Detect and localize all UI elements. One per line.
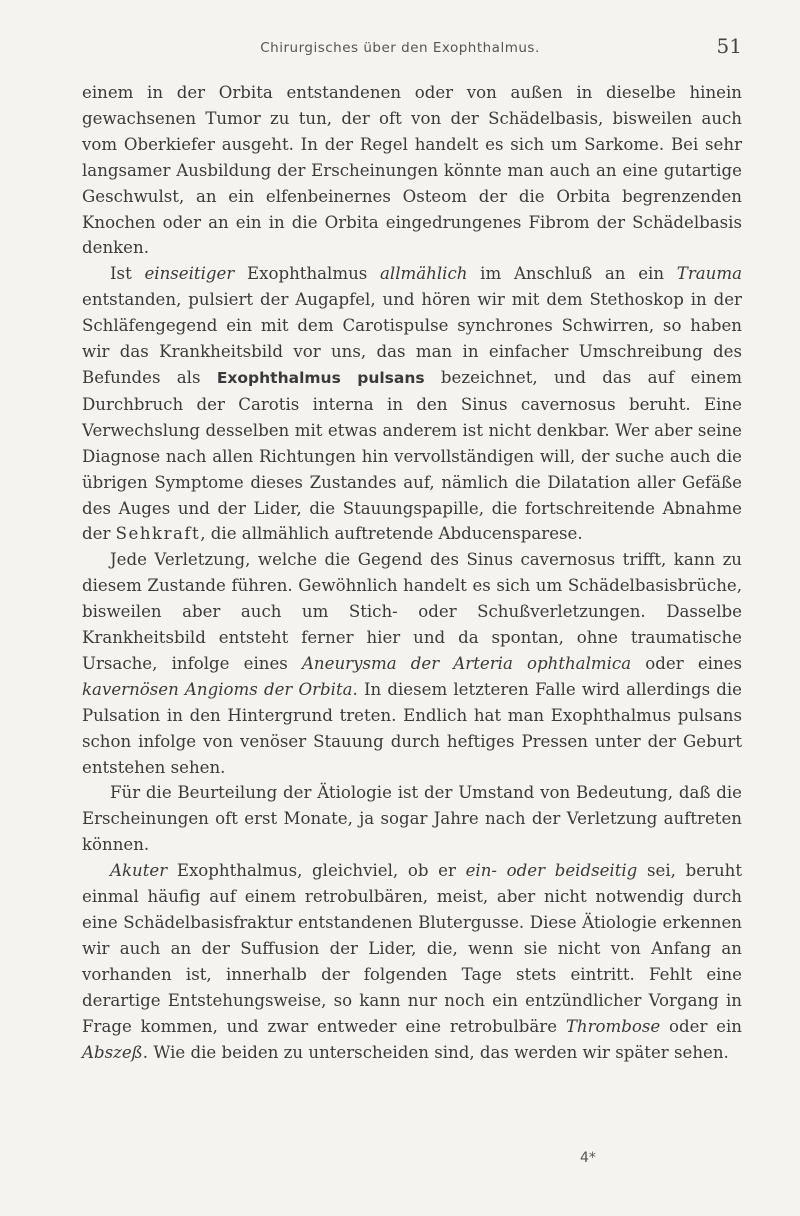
text-run: einem in der Orbita entstandenen oder von außen in dieselbe hinein gewachsenen Tumor zu tun, der oft von der Schädelbasis, bisweilen auch vom Oberkiefer ausgeht. In der Regel handelt es sich um Sarkome. Bei sehr langsamer Ausbildung der Erscheinungen könnte man auch an eine gutartige Geschwulst, an ein elfenbeinernes Osteom der die Orbita begrenzenden Knochen oder an ein in die Orbita eingedrungenes Fibrom der Schädelbasis denken. xyxy=(82,83,742,258)
emphasis-text: kavernösen Angioms der Orbita xyxy=(82,679,353,699)
spaced-emphasis: Sehkraft xyxy=(115,524,201,544)
text-run: Für die Beurteilung der Ätiologie ist der Umstand von Bedeutung, daß die Erscheinungen oft erst Monate, ja sogar Jahre nach der Verletzung auftreten können. xyxy=(82,783,742,855)
text-run: Exophthalmus xyxy=(234,264,381,284)
text-run: entstanden, pulsiert der Augapfel, und hören wir mit dem Stethoskop in der Schläfengegend ein mit dem Carotispulse synchrones Schwirren, so haben wir das Krankheitsbild vor uns, das man in einfacher Umschreibung des Befundes als xyxy=(82,290,742,387)
paragraph xyxy=(82,858,742,1065)
paragraph xyxy=(82,261,742,547)
text-run: , die allmählich auftretende Abducensparese. xyxy=(200,524,583,544)
paragraph xyxy=(82,547,742,780)
text-run: bezeichnet, und das auf einem Durchbruch der Carotis interna in den Sinus cavernosus beruht. Eine Verwechslung desselben mit etwas anderem ist nicht denkbar. Wer aber seine Diagnose nach allen Richtungen hin vervollständigen will, der suche auch die übrigen Symptome dieses Zustandes auf, nämlich die Dilatation aller Gefäße des Auges und der Lider, die Stauungspapille, die fortschreitende Abnahme der xyxy=(82,367,742,544)
emphasis-text: Akuter xyxy=(110,861,168,881)
emphasis-text: einseitiger xyxy=(144,264,235,284)
emphasis-text: Trauma xyxy=(676,264,742,284)
text-run: sei, beruht einmal häufig auf einem retrobulbären, meist, aber nicht notwendig durch eine Schädelbasisfraktur entstandenen Blutergusse. Diese Ätiologie erkennen wir auch an der Suffusion der Lider, die, wenn sie nicht von Anfang an vorhanden ist, innerhalb der folgenden Tage stets eintritt. Fehlt eine derartige Entstehungsweise, so kann nur noch ein entzündlicher Vorgang in Frage kommen, und zwar entweder eine retrobulbäre xyxy=(82,861,742,1036)
bold-term: Exophthalmus pulsans xyxy=(216,368,425,387)
emphasis-text: Aneurysma der Arteria ophthalmica xyxy=(301,653,632,673)
text-run: . Wie die beiden zu unterscheiden sind, das werden wir später sehen. xyxy=(142,1042,729,1062)
emphasis-text: allmählich xyxy=(380,264,468,284)
emphasis-text: Thrombose xyxy=(565,1016,661,1036)
page-number: 51 xyxy=(716,34,742,58)
running-title: Chirurgisches über den Exophthalmus. xyxy=(260,40,540,56)
text-run: oder ein xyxy=(660,1016,742,1036)
emphasis-text: ein- oder beidseitig xyxy=(465,861,638,881)
text-run: Exophthalmus, gleichviel, ob er xyxy=(167,861,466,881)
paragraph xyxy=(82,780,742,858)
text-run: oder eines xyxy=(631,653,742,673)
text-run: im Anschluß an ein xyxy=(467,264,677,284)
paragraph xyxy=(82,80,742,261)
text-run: Jede Verletzung, welche die Gegend des Sinus cavernosus trifft, kann zu diesem Zustande führen. Gewöhnlich handelt es sich um Schädelbasisbrüche, bisweilen aber auch um Stich- oder Schußverletzungen. Dasselbe Krankheitsbild entsteht ferner hier und da spontan, ohne traumatische Ursache, infolge eines xyxy=(82,550,742,673)
printer-signature-mark: 4* xyxy=(580,1150,596,1166)
text-run: . In diesem letzteren Falle wird allerdings die Pulsation in den Hintergrund treten. Endlich hat man Exophthalmus pulsans schon infolge von venöser Stauung durch heftiges Pressen unter der Geburt entstehen sehen. xyxy=(82,679,742,777)
text-run: Ist xyxy=(110,264,145,284)
body-text xyxy=(82,80,742,1065)
running-head xyxy=(0,34,800,64)
emphasis-text: Abszeß xyxy=(82,1042,143,1062)
